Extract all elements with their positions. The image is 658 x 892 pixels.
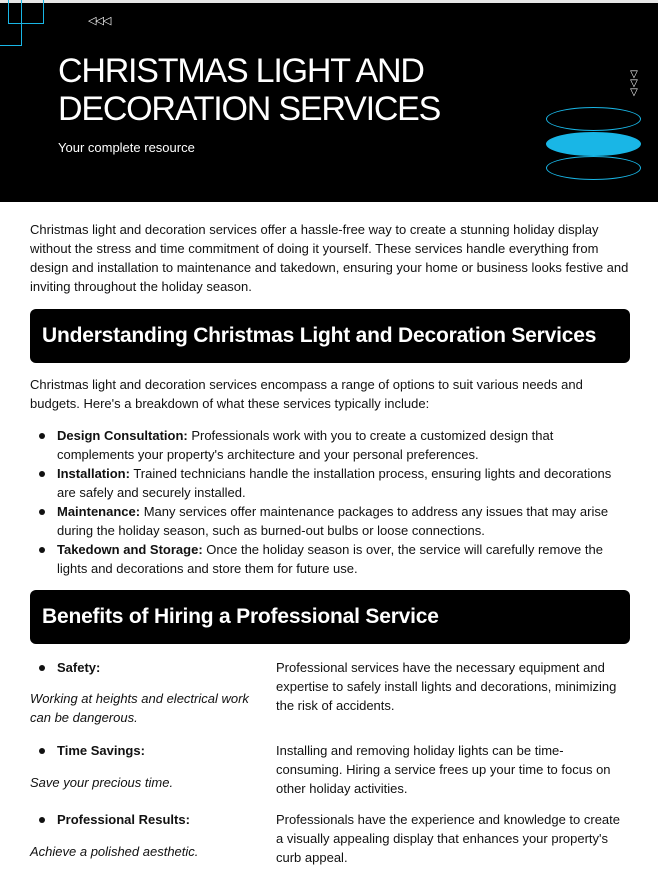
benefit-title: Time Savings:: [30, 741, 145, 760]
list-item-text: Once the holiday season is over, the service will carefully remove the lights and decorations and store them for future use.: [57, 542, 603, 576]
list-item-text: Trained technicians handle the installation process, ensuring lights and decorations are safely and securely installed.: [57, 466, 612, 500]
list-item-term: Design Consultation:: [57, 428, 188, 443]
section-heading-benefits: Benefits of Hiring a Professional Service: [30, 590, 630, 644]
hero-banner: [0, 0, 658, 202]
list-item-text: Professionals work with you to create a customized design that complements your property's architecture and your personal preferences.: [57, 428, 554, 462]
list-item: [30, 464, 630, 502]
list-item: [30, 540, 630, 578]
benefit-description: Professionals have the experience and knowledge to create a visually appealing display that enhances your property's curb appeal.: [276, 812, 620, 865]
intro-paragraph: Christmas light and decoration services offer a hassle-free way to create a stunning holiday display without the stress and time commitment of doing it yourself. These services handle everything from design and installation to maintenance and takedown, ensuring your home or business looks festive and inviting throughout the holiday season.: [30, 222, 629, 294]
benefit-note: Save your precious time.: [30, 775, 174, 790]
list-item-term: Installation:: [57, 466, 130, 481]
ellipse-outline-decoration: [546, 156, 641, 180]
page-title: CHRISTMAS LIGHT AND DECORATION SERVICES: [58, 52, 441, 128]
top-border: [0, 0, 658, 3]
corner-square-decoration-small: [8, 0, 44, 24]
list-item-term: Maintenance:: [57, 504, 141, 519]
section-heading-understanding: Understanding Christmas Light and Decoration Services: [30, 309, 630, 363]
section-intro-paragraph: Christmas light and decoration services encompass a range of options to suit various needs and budgets. Here's a breakdown of what these services typically include:: [30, 377, 583, 411]
triangle-down-icon: ▽: [630, 87, 638, 98]
benefit-description: Installing and removing holiday lights can be time-consuming. Hiring a service frees up your time to focus on other holiday activities.: [276, 743, 611, 796]
list-item: [30, 502, 630, 540]
triangle-down-icon: ▽: [630, 69, 638, 80]
triangle-arrows-down-icon: [627, 70, 641, 97]
ellipse-outline-decoration: [546, 107, 641, 131]
benefit-note: Achieve a polished aesthetic.: [30, 844, 199, 859]
services-list: [30, 426, 630, 578]
triangle-arrows-left-icon: ◁◁◁: [88, 14, 111, 27]
benefit-title: Professional Results:: [30, 810, 190, 829]
list-item-term: Takedown and Storage:: [57, 542, 203, 557]
triangle-down-icon: ▽: [630, 78, 638, 89]
benefit-title: Safety:: [30, 658, 100, 677]
ellipse-filled-decoration: [546, 132, 641, 156]
page-subtitle: Your complete resource: [58, 140, 195, 155]
benefit-note: Working at heights and electrical work can be dangerous.: [30, 691, 249, 725]
list-item-text: Many services offer maintenance packages to address any issues that may arise during the holiday season, such as burned-out bulbs or loose connections.: [57, 504, 609, 538]
list-item: [30, 426, 630, 464]
benefit-description: Professional services have the necessary equipment and expertise to safely install lights and decorations, minimizing the risk of accidents.: [276, 660, 617, 713]
